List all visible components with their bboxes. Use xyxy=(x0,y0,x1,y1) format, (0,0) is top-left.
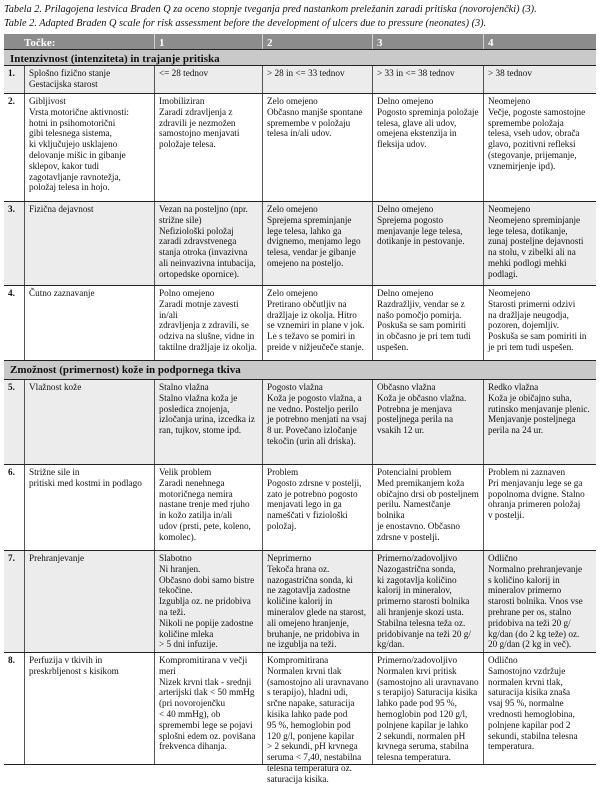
cell-line: seruma < 7,40, nestabilna xyxy=(267,752,362,763)
cell-line: delovanje mišic in gibanje xyxy=(29,149,126,160)
cell-line: spremembi lege se pojavi xyxy=(159,719,253,730)
cell-line: na teži. xyxy=(159,606,186,617)
cell-line: mineralov glede na starost, xyxy=(267,606,366,617)
cell-line: Primerno/zadovoljivo xyxy=(377,655,458,665)
score-1-cell xyxy=(154,94,262,201)
cell-line: krvnega seruma, stabilna xyxy=(377,741,469,752)
cell-line: spremembe položaja xyxy=(488,117,564,128)
cell-line: (samostojno ali uravnavano xyxy=(377,676,479,687)
cell-line: srčne napake, saturacija xyxy=(267,698,355,709)
row-criterion xyxy=(24,465,154,550)
cell-line: Potrebna je menjava xyxy=(377,403,453,414)
cell-line: ne izgublja na teži. xyxy=(267,639,337,650)
cell-line: Nizek krvni tlak - srednji xyxy=(159,676,252,687)
cell-line: (samostojno ali uravnavano xyxy=(267,676,369,687)
cell-line: Neprimerno xyxy=(267,553,312,563)
cell-line: je pri tem tudi uspešen. xyxy=(488,341,574,352)
cell-line: 2 sekundi, normalen pH xyxy=(377,730,466,741)
cell-line: ali omejeno hranjenje, xyxy=(267,617,349,628)
cell-line: je enostavno. Občasno xyxy=(377,520,460,531)
header-cell: 4 xyxy=(483,34,596,49)
cell-line: Perfuzija v tkivih in xyxy=(29,655,103,665)
cell-line: telesna temperatura. xyxy=(377,752,451,763)
cell-line: Normalen krvi pritisk xyxy=(377,665,457,676)
cell-line: našo pomočjo pomirja. xyxy=(377,309,462,320)
score-4-cell xyxy=(483,286,596,360)
cell-line: glavo, pozitivni refleksi xyxy=(488,139,576,150)
cell-line: ki zagotavlja količino xyxy=(377,574,457,585)
section-heading-row xyxy=(4,361,596,380)
cell-line: stanja otroka (invazivna xyxy=(159,247,248,258)
score-1-cell xyxy=(154,380,262,464)
cell-line: Delno omejeno xyxy=(377,204,434,214)
cell-line: posteljnega perila na xyxy=(377,414,454,425)
cell-line: Vrsta motorične aktivnosti: xyxy=(29,106,129,117)
cell-line: nazogastrična sonda, ki xyxy=(267,574,353,585)
cell-line: Le s težavo se pomiri in xyxy=(267,331,356,342)
cell-line: Neomejeno spreminjanje xyxy=(488,214,581,225)
cell-line: Občasno vlažna xyxy=(377,382,436,392)
cell-line: izločanja urina, izcedka iz xyxy=(159,414,255,425)
cell-line: <= 28 tednov xyxy=(159,68,209,78)
score-4-cell xyxy=(483,465,596,550)
cell-line: Neomejeno xyxy=(488,288,531,298)
score-4-cell xyxy=(483,202,596,285)
cell-line: preide v nižjeučeče stanje. xyxy=(267,341,364,352)
cell-line: vznemirjenje ipd). xyxy=(488,160,556,171)
cell-line: > 38 tednov xyxy=(488,68,532,78)
cell-line: starosti bolnika. Vnos vse xyxy=(488,596,583,607)
cell-line: temperatura. xyxy=(488,741,535,752)
cell-line: je potrebno menjati na vsaj xyxy=(267,414,367,425)
cell-line: Vezan na posteljno (npr. xyxy=(159,204,248,214)
cell-line: lege telesa, lahko ga xyxy=(267,225,342,236)
cell-line: kg/dan (do 2 kg teže) oz. xyxy=(488,628,580,639)
cell-line: mehki podlogi mehki xyxy=(488,257,567,268)
cell-line: tekočin (urin ali driska). xyxy=(267,435,356,446)
cell-line: Normalen krvni tlak xyxy=(267,665,342,676)
cell-line: s količino kalorij in xyxy=(488,574,560,585)
cell-line: Kompromitirana v večji xyxy=(159,655,248,665)
cell-line: telesa in/ali udov. xyxy=(267,128,332,139)
cell-line: se vznemiri in plane v jok. xyxy=(267,320,365,331)
cell-line: lahko pade pod 95 %, xyxy=(377,698,457,709)
score-4-cell xyxy=(483,66,596,93)
score-1-cell xyxy=(154,551,262,652)
cell-line: arterijski tlak < 50 mmHg xyxy=(159,687,255,698)
cell-line: in občasno je pri tem tudi xyxy=(377,331,471,342)
braden-q-table xyxy=(4,34,596,784)
cell-line: zato je potrebno pogosto xyxy=(267,488,358,499)
cell-line: dvignemo, menjamo lego xyxy=(267,236,361,247)
row-criterion xyxy=(24,551,154,652)
cell-line: Polno omejeno xyxy=(159,288,215,298)
cell-line: kisika lahko pade pod xyxy=(267,708,348,719)
cell-line: Gestacijska starost xyxy=(29,78,98,89)
score-1-cell xyxy=(154,286,262,360)
score-2-cell xyxy=(262,202,372,285)
row-number: 7. xyxy=(8,553,15,563)
cell-line: > 28 in <= 33 tednov xyxy=(267,68,345,78)
row-number: 6. xyxy=(8,467,15,477)
cell-line: Nefiziološki položaj xyxy=(159,225,234,236)
cell-line: Splošno fizično stanje xyxy=(29,68,111,78)
table-header-row xyxy=(4,34,596,50)
cell-line: 20 g/dan (2 kg in več). xyxy=(488,639,572,650)
cell-line: telesna temperatura oz. xyxy=(267,762,352,773)
table-row xyxy=(4,653,596,784)
cell-line: Med premikanjem koža xyxy=(377,477,465,488)
table-row xyxy=(4,66,596,94)
score-3-cell xyxy=(372,202,483,285)
score-2-cell xyxy=(262,551,372,652)
cell-line: s terapijo) Saturacija kisika xyxy=(377,687,478,698)
cell-line: kg/dan. xyxy=(377,639,405,650)
cell-line: ohranja primeren položaj xyxy=(488,499,581,510)
cell-line: hemoglobin pod 120 g/l, xyxy=(377,708,468,719)
cell-line: menjavati lego in ga xyxy=(267,499,342,510)
cell-line: bruhanje, ne pridobiva in xyxy=(267,628,360,639)
cell-line: telesa, glave ali udov, xyxy=(377,117,457,128)
table-row xyxy=(4,465,596,551)
cell-line: podlagi. xyxy=(488,268,518,279)
cell-line: Sprejema spreminjanje xyxy=(267,214,352,225)
cell-line: dražljaje iz okolja. Hitro xyxy=(267,309,357,320)
cell-line: spremembe v položaju xyxy=(267,117,351,128)
table-row xyxy=(4,551,596,653)
cell-line: sklepov, kakor tudi xyxy=(29,160,100,171)
cell-line: ne vedno. Posteljo perilo xyxy=(267,403,359,414)
cell-line: Pogosto vlažna xyxy=(267,382,323,392)
cell-line: ortopedske opornice). xyxy=(159,268,240,279)
cell-line: Fizična dejavnost xyxy=(29,204,94,214)
cell-line: Pogosto zdrsne v postelji, xyxy=(267,477,362,488)
cell-line: saturacija kisika znaša xyxy=(488,687,571,698)
cell-line: Slabotno xyxy=(159,553,192,563)
cell-line: > 5 dni infuzije. xyxy=(159,639,218,650)
cell-line: omejeno na posteljo. xyxy=(267,257,344,268)
cell-line: rutinsko menjavanje plenic. xyxy=(488,403,590,414)
header-cell: Točke: xyxy=(24,37,56,49)
score-2-cell xyxy=(262,286,372,360)
score-3-cell xyxy=(372,551,483,652)
cell-line: Delno omejeno xyxy=(377,96,434,106)
cell-line: ran, tujkov, stome ipd. xyxy=(159,425,242,436)
cell-line: vsakih 12 ur. xyxy=(377,425,425,436)
cell-line: polnjene kapilar pod 2 xyxy=(488,719,571,730)
score-1-cell xyxy=(154,465,262,550)
score-3-cell xyxy=(372,286,483,360)
cell-line: normalen krvni tlak, xyxy=(488,676,563,687)
cell-line: Občasno manjše spontane xyxy=(267,106,363,117)
cell-line: Odlično xyxy=(488,553,518,563)
cell-line: Stalno vlažna koža je xyxy=(159,392,238,403)
cell-line: običajno drsi ob posteljnem xyxy=(377,488,479,499)
cell-line: Nazogastrična sonda, xyxy=(377,563,456,574)
cell-line: zunaj posteljne dejavnosti xyxy=(488,236,584,247)
caption-english: Table 2. Adapted Braden Q scale for risk assessment before the development of ulcers due to pressure (neonates) (3). xyxy=(4,18,487,29)
score-3-cell xyxy=(372,465,483,550)
score-2-cell xyxy=(262,66,372,93)
table-row xyxy=(4,380,596,465)
cell-line: Vlažnost kože xyxy=(29,382,82,392)
cell-line: položaje telesa. xyxy=(159,139,216,150)
table-row xyxy=(4,94,596,202)
cell-line: lege telesa, dotikanje, xyxy=(488,225,568,236)
cell-line: na dražljaje neugodja, xyxy=(488,309,569,320)
row-criterion xyxy=(24,94,154,201)
cell-line: Velik problem xyxy=(159,467,212,477)
score-4-cell xyxy=(483,94,596,201)
row-number: 4. xyxy=(8,288,15,298)
cell-line: preskrbljenost s kisikom xyxy=(29,665,119,676)
cell-line: Pogosto spreminja položaje xyxy=(377,106,479,117)
cell-line: sekundi, stabilna telesna xyxy=(488,730,578,741)
cell-line: Nikoli ne popije zadostne xyxy=(159,617,254,628)
cell-line: in kožo zatilja in/ali xyxy=(159,510,233,521)
score-3-cell xyxy=(372,653,483,764)
row-number: 1. xyxy=(8,68,15,78)
cell-line: primerno starosti bolnika xyxy=(377,596,470,607)
cell-line: Odlično xyxy=(488,655,518,665)
row-number: 3. xyxy=(8,204,15,214)
cell-line: Zelo omejeno xyxy=(267,204,318,214)
cell-line: nameščati v fiziološki xyxy=(267,510,348,521)
cell-line: 120 g/l, ponjene kapilar xyxy=(267,730,355,741)
cell-line: nastane trenje med rjuho xyxy=(159,499,250,510)
cell-line: Tekoča hrana oz. xyxy=(267,563,330,574)
cell-line: ali neinvazivna intubacija, xyxy=(159,257,256,268)
cell-line: količine mleka xyxy=(159,628,214,639)
table-row xyxy=(4,202,596,286)
cell-line: Izgublja oz. ne pridobiva xyxy=(159,596,251,607)
cell-line: > 2 sekundi, pH krvnega xyxy=(267,741,358,752)
cell-line: ali hranjenje skozi usta. xyxy=(377,606,464,617)
cell-line: frekvenca dihanja. xyxy=(159,741,227,752)
cell-line: Stabilna telesna teža oz. xyxy=(377,617,466,628)
cell-line: pridobiva na teži 20 g/ xyxy=(488,617,571,628)
cell-line: Ni hranjen. xyxy=(159,563,201,574)
table-row xyxy=(4,286,596,361)
cell-line: < 40 mmHg), ob xyxy=(159,708,221,719)
score-3-cell xyxy=(372,94,483,201)
cell-line: telesa, vendar je gibanje xyxy=(267,247,356,258)
cell-line: kalorij in mineralov, xyxy=(377,585,452,596)
score-2-cell xyxy=(262,653,372,784)
score-1-cell xyxy=(154,653,262,764)
cell-line: (pri novorojenčku xyxy=(159,698,226,709)
header-cell: 2 xyxy=(262,34,372,49)
cell-line: posledica znojenja, xyxy=(159,403,230,414)
cell-line: saturacija kisika. xyxy=(267,773,329,784)
cell-line: Redko vlažna xyxy=(488,382,539,392)
cell-line: motoričnega nemira xyxy=(159,488,233,499)
cell-line: pritiski med kostmi in podlago xyxy=(29,477,142,488)
cell-line: položaj. xyxy=(267,520,297,531)
cell-line: meri xyxy=(159,665,176,676)
cell-line: zdravljenja z zdravili, se xyxy=(159,320,249,331)
cell-line: položaj telesa in hojo. xyxy=(29,182,110,193)
cell-line: fleksija udov. xyxy=(377,139,427,150)
cell-line: Koža je pogosto vlažna, a xyxy=(267,392,362,403)
cell-line: Potencialni problem xyxy=(377,467,452,477)
cell-line: Normalno prehranjevanje xyxy=(488,563,583,574)
cell-line: s terapijo), hladni udi, xyxy=(267,687,348,698)
caption-slovene: Tabela 2. Prilagojena lestvica Braden Q za oceno stopnje tveganja pred nastankom preležanin zaradi pritiska (novorojenčki) (3). xyxy=(4,4,537,15)
row-criterion xyxy=(24,380,154,464)
cell-line: Razdražljiv, vendar se z xyxy=(377,298,465,309)
cell-line: Neomejeno xyxy=(488,96,531,106)
cell-line: Stalno vlažna xyxy=(159,382,209,392)
section-heading: Zmožnost (primernost) kože in podpornega tkiva xyxy=(10,364,241,376)
score-1-cell xyxy=(154,202,262,285)
cell-line: popolnoma dvigne. Stalno xyxy=(488,488,585,499)
cell-line: prehrane per os, stalno xyxy=(488,606,572,617)
cell-line: telesa, vseh udov, obrača xyxy=(488,128,580,139)
row-number: 2. xyxy=(8,96,15,106)
cell-line: perila na 24 ur. xyxy=(488,425,544,436)
score-3-cell xyxy=(372,380,483,464)
row-criterion xyxy=(24,202,154,285)
cell-line: Poskuša se sam pomiriti xyxy=(377,320,467,331)
cell-line: vsaj 95 %, normalne xyxy=(488,698,564,709)
cell-line: pozoren, dojemljiv. xyxy=(488,320,560,331)
cell-line: Večje, pogoste samostojne xyxy=(488,106,586,117)
cell-line: Problem ni zaznaven xyxy=(488,467,566,477)
cell-line: Pri menjavanju lege se ga xyxy=(488,477,583,488)
cell-line: Prehranjevanje xyxy=(29,553,85,563)
section-heading-row xyxy=(4,50,596,66)
cell-line: zagotavljanje ravnotežja, xyxy=(29,171,121,182)
cell-line: Občasno dobi samo bistre xyxy=(159,574,255,585)
cell-line: Problem xyxy=(267,467,299,477)
cell-line: samostojno menjavati xyxy=(159,128,240,139)
cell-line: udov (prsti, pete, koleno, xyxy=(159,520,251,531)
cell-line: v postelji. xyxy=(488,510,525,521)
cell-line: Primerno/zadovoljivo xyxy=(377,553,458,563)
cell-line: hotni in psihomotorični xyxy=(29,117,116,128)
cell-line: Koža je občasno vlažna. xyxy=(377,392,467,403)
cell-line: na stolu, v zibelki ali na xyxy=(488,247,576,258)
row-criterion xyxy=(24,286,154,360)
score-4-cell xyxy=(483,653,596,764)
cell-line: Koža je običajno suha, xyxy=(488,392,572,403)
cell-line: menjavanje lege telesa, xyxy=(377,225,463,236)
cell-line: Neomejeno xyxy=(488,204,531,214)
row-number: 5. xyxy=(8,382,15,392)
cell-line: omejena ekstenzija in xyxy=(377,128,457,139)
score-4-cell xyxy=(483,551,596,652)
cell-line: ne zagotavlja zadostne xyxy=(267,585,351,596)
cell-line: Starosti primerni odzivi xyxy=(488,298,576,309)
cell-line: splošni edem oz. povišana xyxy=(159,730,256,741)
cell-line: Kompromitirana xyxy=(267,655,329,665)
cell-line: 95 %, hemoglobin pod xyxy=(267,719,351,730)
cell-line: Menjavanje posteljnega xyxy=(488,414,576,425)
cell-line: > 33 in <= 38 tednov xyxy=(377,68,455,78)
cell-line: zdravili je nezmožen xyxy=(159,117,236,128)
score-1-cell xyxy=(154,66,262,93)
cell-line: Zaradi zdravljenja z xyxy=(159,106,233,117)
cell-line: vrednosti hemoglobina, xyxy=(488,708,575,719)
cell-line: 8 ur. Povečano izločanje xyxy=(267,425,357,436)
cell-line: strižne sile) xyxy=(159,214,202,225)
header-cell: 1 xyxy=(154,34,262,49)
cell-line: Strižne sile in xyxy=(29,467,80,477)
header-cell: 3 xyxy=(372,34,483,49)
score-2-cell xyxy=(262,380,372,464)
cell-line: komolec). xyxy=(159,531,196,542)
cell-line: ki vključujejo usklajeno xyxy=(29,139,118,150)
cell-line: Imobiliziran xyxy=(159,96,205,106)
row-number: 8. xyxy=(8,655,15,665)
cell-line: zdrsne v postelji. xyxy=(377,531,440,542)
cell-line: tekočine. xyxy=(159,585,193,596)
cell-line: količine kalorij in xyxy=(267,596,333,607)
cell-line: Pretirano občutljiv na xyxy=(267,298,347,309)
cell-line: mineralov primerno xyxy=(488,585,562,596)
cell-line: Delno omejeno xyxy=(377,288,434,298)
cell-line: Zelo omejeno xyxy=(267,288,318,298)
score-2-cell xyxy=(262,465,372,550)
section-heading: Intenzivnost (intenziteta) in trajanje pritiska xyxy=(10,53,220,65)
cell-line: pridobivanje na teži 20 g/ xyxy=(377,628,471,639)
cell-line: polnjene kapilar je lahko xyxy=(377,719,469,730)
score-2-cell xyxy=(262,94,372,201)
row-criterion xyxy=(24,66,154,93)
cell-line: Zelo omejeno xyxy=(267,96,318,106)
cell-line: gibi telesnega sistema, xyxy=(29,128,112,139)
cell-line: Poskuša se sam pomiriti in xyxy=(488,331,587,342)
cell-line: (stegovanje, prijemanje, xyxy=(488,149,577,160)
cell-line: Gibljivost xyxy=(29,96,66,106)
score-3-cell xyxy=(372,66,483,93)
cell-line: Sprejema pogosto xyxy=(377,214,444,225)
cell-line: perilu. Namestčanje bolnika xyxy=(377,499,451,521)
row-criterion xyxy=(24,653,154,764)
cell-line: odziva na slušne, vidne in xyxy=(159,331,255,342)
cell-line: taktilne dražljaje iz okolja. xyxy=(159,341,257,352)
cell-line: zaradi zdravstvenega xyxy=(159,236,237,247)
cell-line: dotikanje in pestovanje. xyxy=(377,236,465,247)
cell-line: Zaradi nenehnega xyxy=(159,477,225,488)
cell-line: uspešen. xyxy=(377,341,409,352)
cell-line: Samostojno vzdržuje xyxy=(488,665,566,676)
cell-line: Zaradi motnje zavesti in/ali xyxy=(159,298,239,320)
score-4-cell xyxy=(483,380,596,464)
cell-line: Čutno zaznavanje xyxy=(29,288,95,298)
